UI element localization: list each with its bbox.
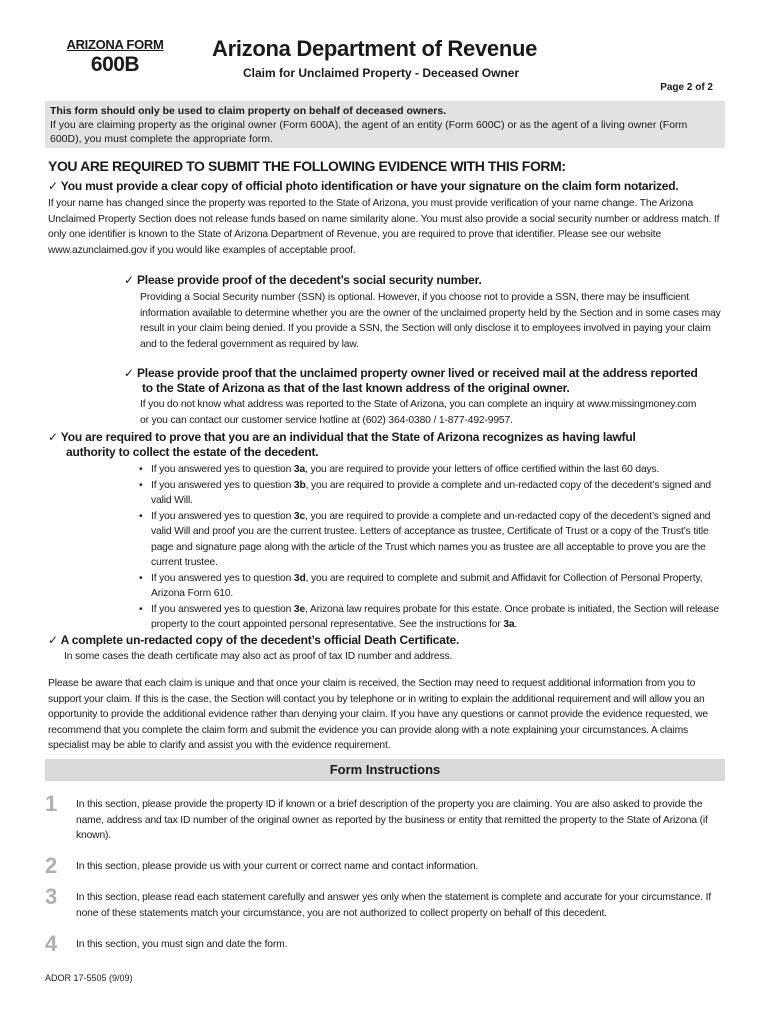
check-icon: ✓: [48, 633, 58, 647]
ssn-heading: Please provide proof of the decedent’s social security number.: [137, 273, 482, 287]
instructions-title: Form Instructions: [45, 759, 725, 781]
death-cert-heading: A complete un-redacted copy of the decedent’s official Death Certificate.: [60, 633, 460, 647]
question-ref: 3b: [293, 479, 306, 491]
photo-id-heading: You must provide a clear copy of official photo identification or have your signature on the claim form notarized.: [60, 179, 679, 193]
step-text: In this section, please provide us with your current or correct name and contact information.: [76, 861, 479, 872]
step-number: 3: [45, 884, 58, 909]
authority-heading-line-1: You are required to prove that you are an individual that the State of Arizona recognizes as having lawful: [60, 430, 636, 444]
step-text: In this section, please provide the property ID if known or a brief description of the property you are claiming. You are also asked to provide the name, address and tax ID number of the original owner as reported by the business or entity that remitted the property to the State of Arizona (if known).: [76, 799, 708, 841]
authority-heading-line-2: authority to collect the estate of the decedent.: [66, 445, 319, 459]
question-ref: 3a: [293, 464, 306, 475]
instruction-step-2: [45, 853, 725, 878]
address-heading-line-2: to the State of Arizona as that of the last known address of the original owner.: [142, 381, 570, 395]
step-number: 2: [45, 853, 58, 878]
address-heading-line-1: Please provide proof that the unclaimed property owner lived or received mail at the address reported: [137, 366, 698, 380]
list-item: • If you answered yes to question 3c, you are required to provide a complete and un-redacted copy of the decedent’s signed and valid Will and proof you are the current trustee. Letters of acceptance as trustee, Certificate of Trust or a copy of the Trust’s title page and signature page along with the article of the Trust which names you as trustee are all acceptable to prove you are the current trustee.: [139, 509, 724, 571]
step-number: 4: [45, 931, 58, 956]
question-ref: 3a: [503, 619, 515, 630]
form-label: ARIZONA FORM: [66, 37, 164, 52]
list-item: • If you answered yes to question 3e, Arizona law requires probate for this estate. Once probate is initiated, the Section will release property to the court appointed personal representative. See the instructions for 3a.: [139, 602, 724, 633]
step-text: In this section, please read each statement carefully and answer yes only when the statement is complete and accurate for your circumstance. If none of these statements match your circumstance, you are not authorized to collect property on behalf of this decedent.: [76, 892, 712, 919]
ssn-text: Providing a Social Security number (SSN) is optional. However, if you choose not to provide a SSN, there may be insufficient information available to determine whether you are the owner of the unclaimed property held by the Section and in some cases may result in your claim being denied. If you provide a SSN, the Section will only disclose it to employees involved in paying your claim and to the federal government as required by law.: [140, 292, 721, 350]
death-certificate-section: [48, 633, 728, 665]
question-ref: 3d: [293, 572, 306, 584]
list-item: • If you answered yes to question 3b, you are required to provide a complete and un-redacted copy of the decedent’s signed and valid Will.: [139, 478, 724, 509]
page-subtitle: Claim for Unclaimed Property - Deceased Owner: [243, 66, 520, 80]
check-icon: ✓: [48, 430, 58, 444]
address-text-line-2: or you can contact our customer service hotline at (602) 364-0380 / 1-877-492-9957.: [140, 414, 513, 426]
list-item: • If you answered yes to question 3a, you are required to provide your letters of office certified within the last 60 days.: [139, 462, 724, 478]
form-footer-code: ADOR 17-5505 (9/09): [45, 973, 133, 983]
photo-id-section: [48, 179, 728, 258]
requirements-heading: YOU ARE REQUIRED TO SUBMIT THE FOLLOWING EVIDENCE WITH THIS FORM:: [48, 158, 566, 174]
check-icon: ✓: [124, 366, 134, 380]
step-text: In this section, you must sign and date the form.: [76, 939, 288, 950]
step-number: 1: [45, 791, 58, 816]
form-number: 600B: [90, 53, 140, 76]
address-text-line-1: If you do not know what address was reported to the State of Arizona, you can complete an inquiry at www.missingmoney.com: [140, 399, 697, 410]
photo-id-text: If your name has changed since the property was reported to the State of Arizona, you must provide verification of your name change. The Arizona Unclaimed Property Section does not release funds based on name similarity alone. You must also provide a social security number or address match. If only one identifier is known to the State of Arizona Department of Revenue, you are required to prove that identifier. Please see our website www.azunclaimed.gov if you would like examples of acceptable proof.: [48, 198, 720, 256]
closing-paragraph: Please be aware that each claim is unique and that once your claim is received, the Section may need to request additional information from you to support your claim. If this is the case, the Section will contact you by telephone or in writing to explain the additional requirement and will allow you an opportunity to provide the additional evidence rather than denying your claim. If you have any questions or cannot provide the evidence requested, we recommend that you complete the claim form and submit the evidence you can provide along with a note explaining your circumstances. A claims specialist may be able to clarify and assist you with the evidence requirement.: [48, 678, 708, 751]
death-cert-text: In some cases the death certificate may also act as proof of tax ID number and address.: [64, 651, 453, 662]
question-ref: 3e: [293, 603, 306, 615]
page-title: Arizona Department of Revenue: [212, 36, 538, 61]
address-section: [124, 366, 724, 428]
notice-text: If you are claiming property as the original owner (Form 600A), the agent of an entity (Form 600C) or as the agent of a living owner (Form 600D), you must complete the appropriate form.: [50, 119, 688, 145]
check-icon: ✓: [48, 179, 58, 193]
authority-bullet-list: [139, 462, 724, 633]
question-ref: 3c: [293, 510, 306, 522]
page-number: Page 2 of 2: [660, 82, 713, 93]
instruction-step-1: [45, 791, 725, 844]
ssn-section: [124, 273, 724, 352]
notice-heading: This form should only be used to claim property on behalf of deceased owners.: [50, 105, 447, 117]
list-item: • If you answered yes to question 3d, you are required to complete and submit and Affidavit for Collection of Personal Property, Arizona Form 610.: [139, 571, 724, 602]
instruction-step-3: [45, 884, 725, 921]
authority-section: [48, 430, 728, 633]
check-icon: ✓: [124, 273, 134, 287]
form-identifier: [55, 37, 175, 77]
notice-box: [45, 101, 725, 148]
instruction-step-4: [45, 931, 725, 956]
